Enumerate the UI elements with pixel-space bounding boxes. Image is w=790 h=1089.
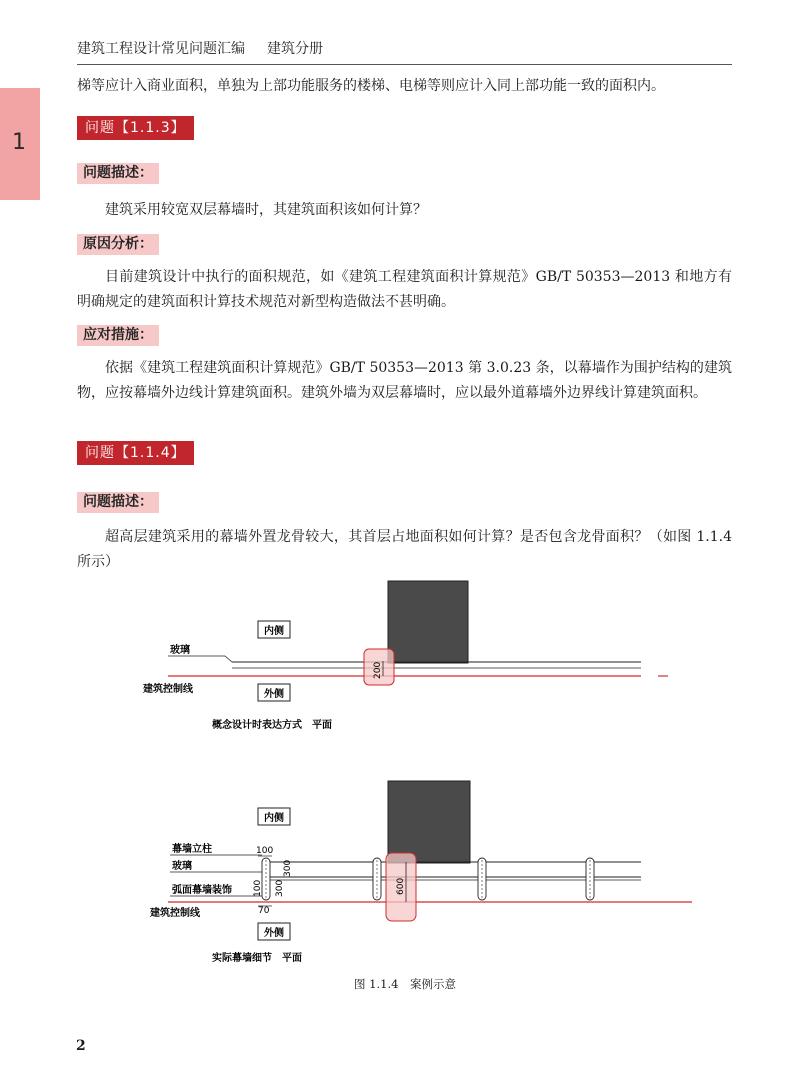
q114-desc-text: 超高层建筑采用的幕墙外置龙骨较大，其首层占地面积如何计算？是否包含龙骨面积？（如图 1.1.4所示） <box>77 529 732 570</box>
bottom-dim-300-a: 300 <box>283 859 293 877</box>
bottom-outer-label: 外侧 <box>264 928 284 939</box>
volume-title: 建筑分册 <box>267 41 323 57</box>
top-subtitle: 概念设计时表达方式 平面 <box>212 720 332 731</box>
page-number: 2 <box>76 1038 86 1054</box>
bottom-dim-100-side: 100 <box>253 879 263 897</box>
q113-desc-text: 建筑采用较宽双层幕墙时，其建筑面积该如何计算？ <box>105 202 427 218</box>
top-dim-200: 200 <box>373 661 383 679</box>
top-inner-label: 内侧 <box>264 626 284 637</box>
bottom-mullion-label: 幕墙立柱 <box>172 844 212 855</box>
figure-1-1-4 <box>0 575 790 975</box>
bottom-dim-600: 600 <box>396 877 406 895</box>
q114-desc-label: 问题描述： <box>77 492 159 513</box>
bottom-subtitle: 实际幕墙细节 平面 <box>212 953 302 964</box>
top-glass-leader <box>168 656 232 662</box>
mullion-3 <box>478 858 486 900</box>
running-header <box>77 38 732 65</box>
top-glass-label: 玻璃 <box>170 645 190 656</box>
bottom-inner-label: 内侧 <box>264 813 284 824</box>
top-outer-label: 外侧 <box>264 689 284 700</box>
bottom-dim-100-top: 100 <box>256 846 274 856</box>
top-control-line-label: 建筑控制线 <box>143 684 193 695</box>
bottom-dim-70: 70 <box>258 906 270 916</box>
q113-measure-text: 依据《建筑工程建筑面积计算规范》GB/T 50353—2013 第 3.0.23 条，以幕墙作为围护结构的建筑物，应按幕墙外边线计算建筑面积。建筑外墙为双层幕墙时，应以最外道幕墙外边界线计算建筑面积。 <box>77 360 732 401</box>
bottom-dim-300-b: 300 <box>275 879 285 897</box>
bottom-decor-label: 弧面幕墙装饰 <box>172 885 232 896</box>
q113-cause-text: 目前建筑设计中执行的面积规范，如《建筑工程建筑面积计算规范》GB/T 50353—2013 和地方有明确规定的建筑面积计算技术规范对新型构造做法不甚明确。 <box>77 269 732 310</box>
bottom-control-line-label: 建筑控制线 <box>150 908 200 919</box>
mullion-2 <box>373 858 381 900</box>
question-113-title: 问题【1.1.3】 <box>77 116 194 140</box>
chapter-number: 1 <box>12 130 26 155</box>
q113-cause-label: 原因分析： <box>77 234 159 255</box>
q113-measure-label: 应对措施： <box>77 325 159 346</box>
top-core-column <box>388 581 468 663</box>
bottom-glass-label: 玻璃 <box>172 861 192 872</box>
intro-line: 梯等应计入商业面积，单独为上部功能服务的楼梯、电梯等则应计入同上部功能一致的面积内。 <box>77 78 665 94</box>
book-title: 建筑工程设计常见问题汇编 <box>77 41 245 57</box>
mullion-1 <box>262 858 270 900</box>
question-114-title: 问题【1.1.4】 <box>77 441 194 465</box>
bottom-core-column <box>388 781 470 863</box>
q113-desc-label: 问题描述： <box>77 163 159 184</box>
figure-caption: 图 1.1.4 案例示意 <box>354 977 456 991</box>
mullion-4 <box>586 858 594 900</box>
